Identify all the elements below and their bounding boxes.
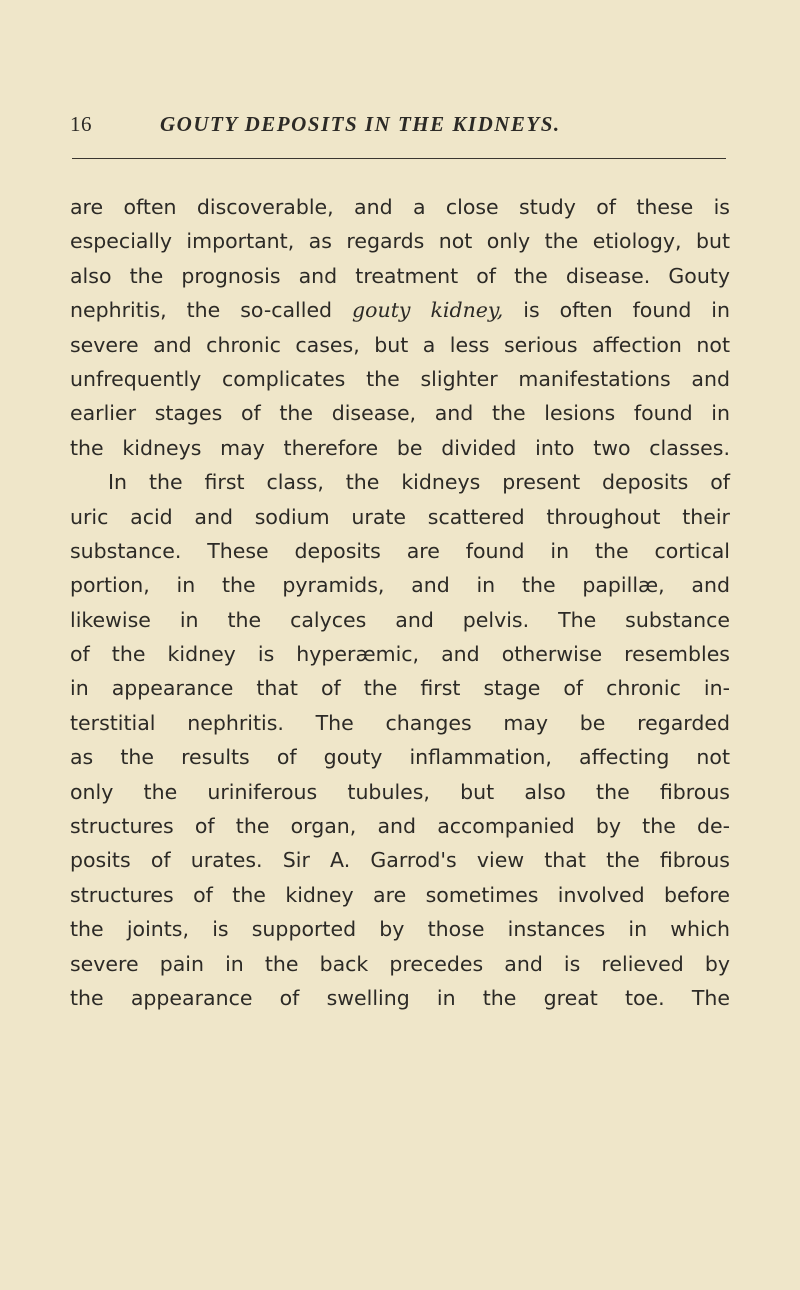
body-text (70, 190, 730, 1015)
page-number: 16 (70, 112, 92, 136)
text-line: terstitial nephritis. The changes may be regarded (70, 710, 730, 735)
page-header (0, 112, 800, 152)
text-line: portion, in the pyramids, and in the papillæ, and (70, 573, 730, 598)
text-line: severe pain in the back precedes and is relieved by (70, 951, 730, 976)
text-line: earlier stages of the disease, and the lesions found in (70, 401, 730, 426)
text-line: the joints, is supported by those instances in which (70, 917, 730, 942)
paragraph-start-line: In the first class, the kidneys present deposits of (108, 470, 730, 495)
text-line: structures of the kidney are sometimes involved before (70, 882, 730, 907)
text-segment: nephritis, the so-called (70, 298, 353, 323)
text-line: especially important, as regards not only the etiology, but (70, 229, 730, 254)
text-line: of the kidney is hyperæmic, and otherwise resembles (70, 642, 730, 667)
text-line: substance. These deposits are found in the cortical (70, 538, 730, 563)
text-line: in appearance that of the first stage of chronic in- (70, 676, 730, 701)
running-head: GOUTY DEPOSITS IN THE KIDNEYS. (160, 112, 561, 136)
text-line: only the uriniferous tubules, but also the fibrous (70, 779, 730, 804)
text-line: also the prognosis and treatment of the disease. Gouty (70, 263, 730, 288)
text-line: are often discoverable, and a close study of these is (70, 195, 730, 219)
text-line: likewise in the calyces and pelvis. The substance (70, 607, 730, 632)
text-line: severe and chronic cases, but a less serious affection not (70, 332, 730, 357)
text-line: uric acid and sodium urate scattered throughout their (70, 504, 730, 529)
text-line: structures of the organ, and accompanied by the de- (70, 814, 730, 839)
text-line: as the results of gouty inflammation, affecting not (70, 745, 730, 770)
text-segment: is often found in (503, 298, 730, 323)
text-line: the kidneys may therefore be divided into two classes. (70, 435, 730, 460)
text-line: the appearance of swelling in the great toe. The (70, 985, 730, 1010)
italic-term: gouty kidney, (352, 298, 504, 323)
text-line: unfrequently complicates the slighter manifestations and (70, 366, 730, 391)
text-line: posits of urates. Sir A. Garrod's view that the fibrous (70, 848, 730, 873)
header-rule (72, 158, 726, 159)
text-line (70, 293, 730, 327)
